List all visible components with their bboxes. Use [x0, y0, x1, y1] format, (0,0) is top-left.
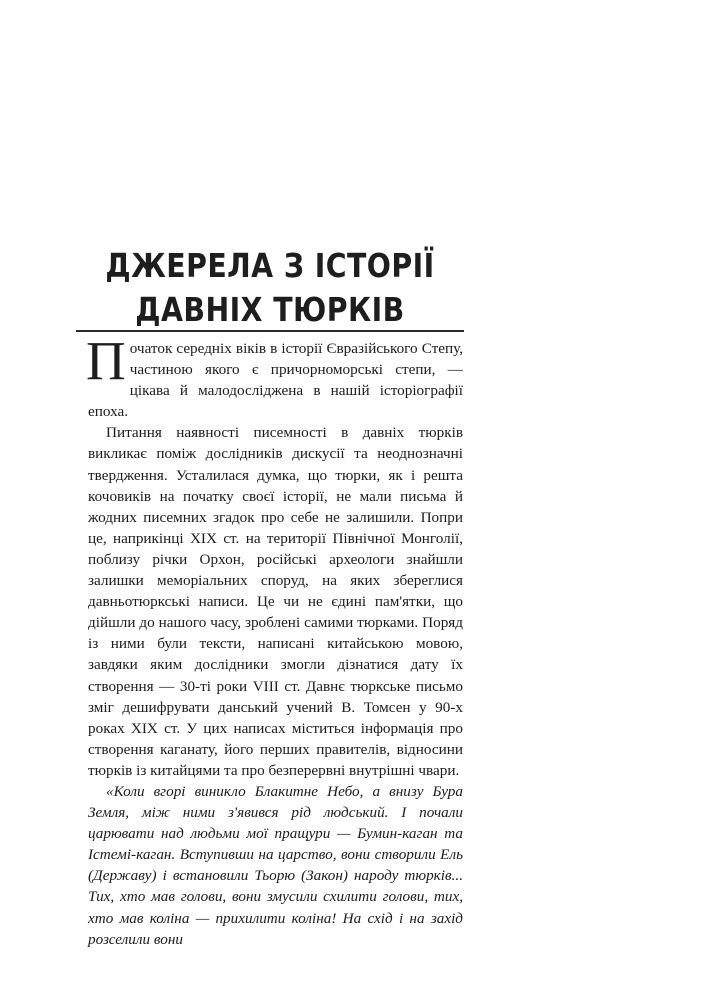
intro-text: очаток середніх віків в історії Євразійського Степу, частиною якого є причорноморські степи, — цікава й малодосліджена в нашій історіографії епоха. [88, 340, 463, 421]
drop-cap: П [86, 330, 126, 391]
intro-paragraph [86, 330, 463, 422]
chapter-heading-line-1: ДЖЕРЕЛА З ІСТОРІЇ [105, 246, 435, 285]
heading-rule [76, 330, 464, 332]
quote-paragraph: «Коли вгорі виникло Блакитне Небо, а внизу Бура Земля, між ними з'явився рід людський. І почали царювати над людьми мої пращури — Бумин-каган та Істемі-каган. Вступивши на царство, вони створили Ель (Державу) і встановили Тьорю (Закон) народу тюрків... Тих, хто мав голови, вони змусили схилити голови, тих, хто мав коліна — прихилити коліна! На схід і на захід розселили вони [88, 782, 463, 948]
chapter-heading-line-2: ДАВНІХ ТЮРКІВ [135, 290, 405, 329]
chapter-heading [103, 244, 437, 332]
paragraph: Питання наявності писемності в давніх тюрків викликає поміж дослідників дискусії та неоднозначні твердження. Усталилася думка, що тюрки, як і решта кочовиків на початку своєї історії, не мали письма й жодних писемних згадок про себе не залишили. Попри це, наприкінці XIX ст. на території Північної Монголії, поблизу річки Орхон, російські археологи знайшли залишки меморіальних споруд, на яких збереглися давньотюркські написи. Це чи не єдині пам'ятки, що дійшли до нашого часу, зроблені самими тюрками. Поряд із ними були тексти, написані китайською мовою, завдяки яким дослідники змогли дізнатися дату їх створення — 30-ті роки VIII ст. Давнє тюркське письмо зміг дешифрувати данський учений В. Томсен у 90-х роках XIX ст. У цих написах міститься інформація про створення каганату, його перших правителів, відносини тюрків із китайцями та про безперервні внутрішні чвари. [88, 424, 463, 779]
body-text [86, 330, 463, 950]
